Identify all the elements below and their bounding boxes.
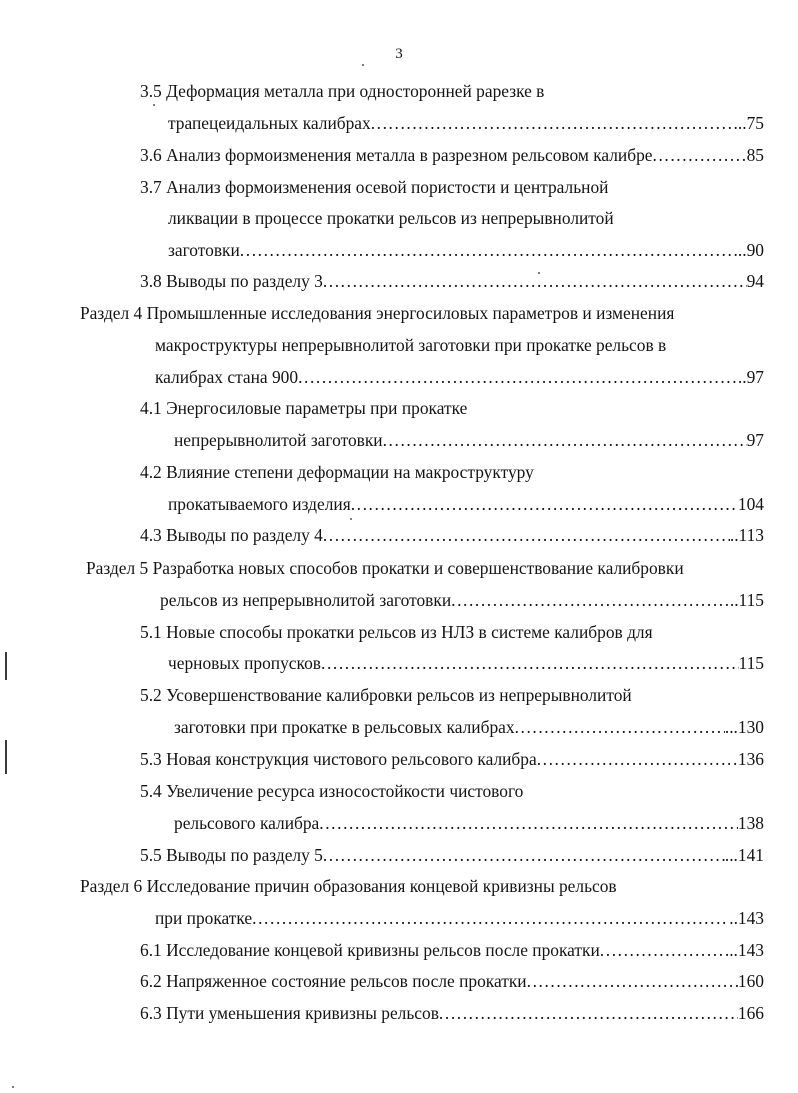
toc-line bbox=[140, 461, 534, 483]
scan-artifact-left-mark bbox=[5, 652, 7, 680]
toc-page-number: 160 bbox=[737, 971, 764, 991]
toc-entry-text: Раздел 6 Исследование причин образования концевой кривизны рельсов bbox=[80, 876, 617, 896]
toc-line bbox=[140, 1002, 764, 1024]
toc-entry-text: 3.8 Выводы по разделу 3 bbox=[140, 271, 323, 291]
toc-line bbox=[140, 748, 764, 770]
toc-line bbox=[140, 939, 764, 961]
toc-line bbox=[140, 970, 764, 992]
dot-leader bbox=[515, 716, 725, 738]
toc-entry-text: 5.5 Выводы по разделу 5 bbox=[140, 845, 323, 865]
dot-leader bbox=[298, 366, 738, 388]
toc-entry-text: 5.3 Новая конструкция чистового рельсового калибра bbox=[140, 749, 537, 769]
toc-entry-text: 6.2 Напряженное состояние рельсов после прокатки bbox=[140, 971, 527, 991]
toc-page-number: ..113 bbox=[729, 525, 764, 545]
toc-entry-text: 6.1 Исследование концевой кривизны рельсов после прокатки bbox=[140, 940, 600, 960]
toc-entry-text: черновых пропусков bbox=[168, 653, 321, 673]
toc-entry-text: ликвации в процессе прокатки рельсов из непрерывнолитой bbox=[168, 208, 614, 228]
toc-line bbox=[140, 176, 608, 198]
toc-entry-text: непрерывнолитой заготовки bbox=[174, 430, 383, 450]
toc-line bbox=[140, 524, 764, 546]
toc-page-number: 115 bbox=[738, 653, 764, 673]
toc-page-number: ...141 bbox=[724, 845, 764, 865]
toc-entry-text: 5.2 Усовершенствование калибровки рельсов из непрерывнолитой bbox=[140, 685, 632, 705]
toc-page-number: 166 bbox=[737, 1003, 764, 1023]
toc-page-number: 97 bbox=[746, 430, 764, 450]
toc-page-number: ..97 bbox=[737, 367, 764, 387]
dot-leader bbox=[323, 844, 725, 866]
dot-leader bbox=[439, 1002, 738, 1024]
toc-line bbox=[140, 144, 764, 166]
dot-leader bbox=[383, 429, 747, 451]
toc-entry-text: 3.6 Анализ формоизменения металла в разрезном рельсовом калибре bbox=[140, 145, 653, 165]
toc-page-number: 138 bbox=[737, 813, 764, 833]
dot-leader bbox=[252, 907, 729, 929]
toc-page-number: 85 bbox=[746, 145, 764, 165]
toc-entry-text: 3.5 Деформация металла при односторонней рарезке в bbox=[140, 81, 545, 101]
toc-line bbox=[86, 557, 684, 579]
toc-line bbox=[174, 716, 764, 738]
dot-leader bbox=[323, 270, 747, 292]
toc-page-number: 136 bbox=[737, 749, 764, 769]
toc-line bbox=[174, 429, 764, 451]
dot-leader bbox=[323, 524, 730, 546]
toc-entry-text: Раздел 4 Промышленные исследования энергосиловых параметров и изменения bbox=[80, 303, 675, 323]
toc-line bbox=[140, 844, 764, 866]
toc-line bbox=[168, 207, 614, 229]
toc-line bbox=[160, 589, 764, 611]
dot-leader bbox=[600, 939, 725, 961]
dot-leader bbox=[527, 970, 738, 992]
toc-line bbox=[168, 239, 764, 261]
toc-line bbox=[140, 780, 523, 802]
toc-entry-text: рельсового калибра bbox=[174, 813, 320, 833]
toc-page-number: ...130 bbox=[724, 717, 764, 737]
toc-entry-text: заготовки при прокатке в рельсовых калибрах bbox=[174, 717, 515, 737]
toc-entry-text: при прокатке bbox=[155, 908, 253, 928]
toc-page-number: ..75 bbox=[737, 113, 764, 133]
toc-line bbox=[155, 366, 764, 388]
toc-line bbox=[174, 812, 764, 834]
toc-line bbox=[80, 875, 617, 897]
toc-line bbox=[140, 684, 632, 706]
toc-entry-text: 3.7 Анализ формоизменения осевой пористости и центральной bbox=[140, 177, 609, 197]
toc-page-number: ..90 bbox=[737, 240, 764, 260]
toc-entry-text: калибрах стана 900 bbox=[155, 367, 299, 387]
toc-entry-text: 4.1 Энергосиловые параметры при прокатке bbox=[140, 398, 468, 418]
toc-entry-text: 6.3 Пути уменьшения кривизны рельсов bbox=[140, 1003, 439, 1023]
toc-entry-text: 4.2 Влияние степени деформации на макроструктуру bbox=[140, 462, 534, 482]
dot-leader bbox=[351, 493, 738, 515]
dot-leader bbox=[653, 144, 747, 166]
dot-leader bbox=[321, 652, 739, 674]
toc-line bbox=[140, 397, 467, 419]
scan-artifact-speck bbox=[12, 1086, 14, 1088]
scan-artifact-speck bbox=[153, 104, 155, 106]
toc-line bbox=[140, 621, 653, 643]
toc-line bbox=[155, 907, 764, 929]
toc-entry-text: трапецеидальных калибрах bbox=[168, 113, 371, 133]
dot-leader bbox=[319, 812, 738, 834]
toc-entry-text: 5.1 Новые способы прокатки рельсов из НЛЗ в системе калибров для bbox=[140, 622, 653, 642]
toc-entry-text: Раздел 5 Разработка новых способов прокатки и совершенствование калибровки bbox=[86, 558, 684, 578]
toc-line bbox=[168, 652, 764, 674]
toc-page-number: ..143 bbox=[729, 908, 764, 928]
toc-entry-text: 4.3 Выводы по разделу 4 bbox=[140, 525, 323, 545]
page-number: 3 bbox=[395, 46, 403, 62]
toc-entry-text: 5.4 Увеличение ресурса износостойкости чистового bbox=[140, 781, 524, 801]
toc-entry-text: макроструктуры непрерывнолитой заготовки при прокатке рельсов в bbox=[155, 335, 667, 355]
toc-line bbox=[140, 270, 764, 292]
dot-leader bbox=[371, 112, 738, 134]
toc-entry-text: рельсов из непрерывнолитой заготовки bbox=[160, 590, 452, 610]
toc-line bbox=[140, 80, 544, 102]
toc-line bbox=[80, 302, 674, 324]
toc-entry-text: заготовки bbox=[168, 240, 240, 260]
toc-entry-text: прокатываемого изделия bbox=[168, 494, 351, 514]
scan-artifact-speck bbox=[362, 64, 364, 66]
toc-page-number: 94 bbox=[746, 271, 764, 291]
dot-leader bbox=[451, 589, 730, 611]
scan-artifact-speck bbox=[538, 272, 540, 274]
toc-line bbox=[168, 493, 764, 515]
toc-page-number: ...143 bbox=[724, 940, 764, 960]
toc-line bbox=[155, 334, 666, 356]
toc-page-number: ..115 bbox=[729, 590, 764, 610]
dot-leader bbox=[537, 748, 738, 770]
toc-page-number: 104 bbox=[737, 494, 764, 514]
scan-artifact-speck bbox=[350, 518, 352, 520]
scan-artifact-left-mark bbox=[5, 740, 7, 774]
dot-leader bbox=[240, 239, 738, 261]
toc-line bbox=[168, 112, 764, 134]
